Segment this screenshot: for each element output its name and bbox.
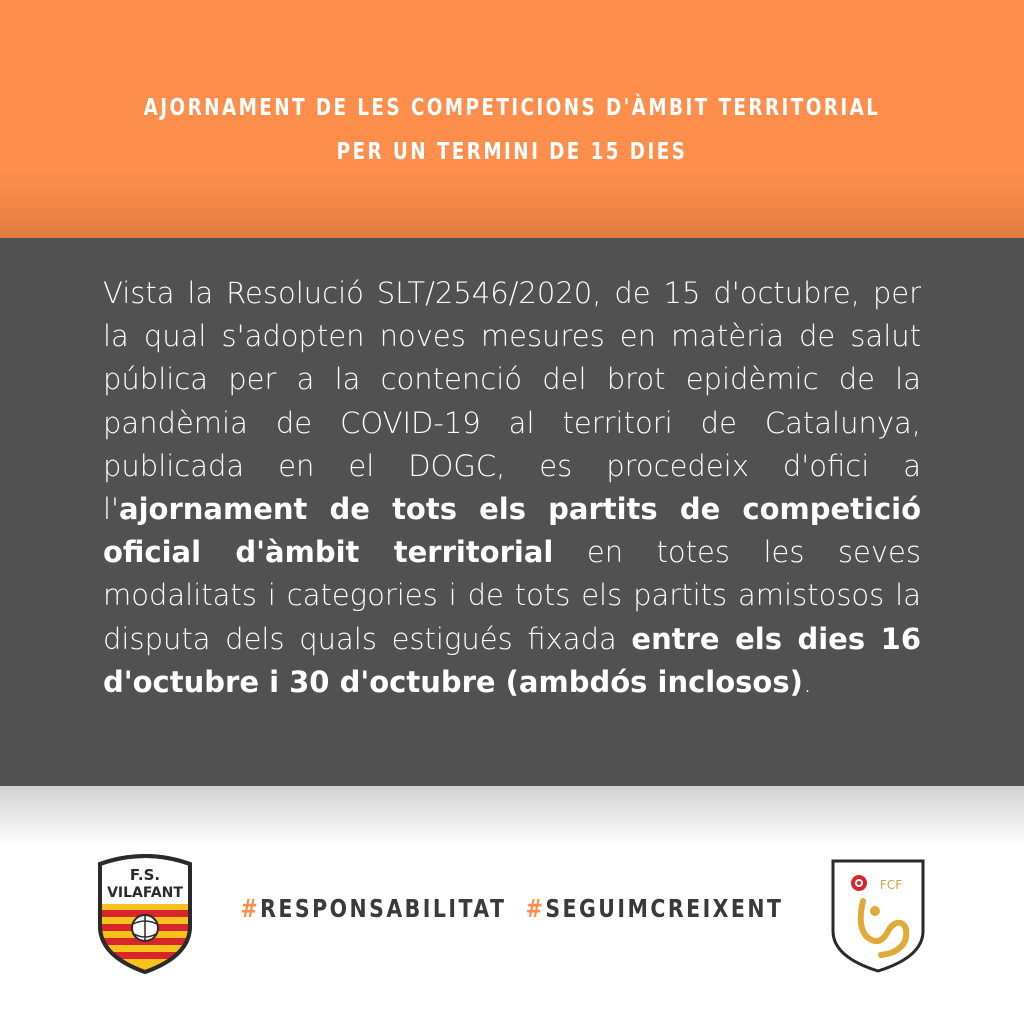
logo-text-vilafant: VILAFANT xyxy=(107,885,183,901)
announcement-text xyxy=(103,272,921,704)
fcf-text: FCF xyxy=(879,878,903,892)
text-part-1: Vista la Resolució SLT/2546/2020, de 15 d'octubre, per la qual s'adopten noves mesures en matèria de salut pública per a la contenció del brot epidèmic de la pandèmia de COVID-19 al territori de Catalunya, publicada en el DOGC, es procedeix d'ofici a l' xyxy=(103,276,921,527)
hashtag-responsabilitat: RESPONSABILITAT xyxy=(260,894,507,923)
title-line-2: PER UN TERMINI DE 15 DIES xyxy=(336,139,688,165)
header-banner xyxy=(0,0,1024,238)
hash-symbol-1: # xyxy=(240,894,261,923)
fcf-logo xyxy=(829,857,927,974)
text-bold-2: entre els dies 16 d'octubre i 30 d'octubre (ambdós inclosos) xyxy=(103,621,921,699)
text-part-2: en totes les seves modalitats i categories i de tots els partits amistosos la disputa dels quals estigués fixada xyxy=(103,535,921,656)
text-bold-1: ajornament de tots els partits de competició oficial d'àmbit territorial xyxy=(103,492,921,570)
logo-text-fs: F.S. xyxy=(129,866,161,884)
hash-symbol-2: # xyxy=(525,894,546,923)
text-part-3: . xyxy=(802,664,813,699)
title-line-1: AJORNAMENT DE LES COMPETICIONS D'ÀMBIT TERRITORIAL xyxy=(143,95,881,121)
hashtag-seguimcreixent: SEGUIMCREIXENT xyxy=(545,894,784,923)
hashtags xyxy=(92,894,932,923)
panel-shadow xyxy=(0,786,1024,846)
